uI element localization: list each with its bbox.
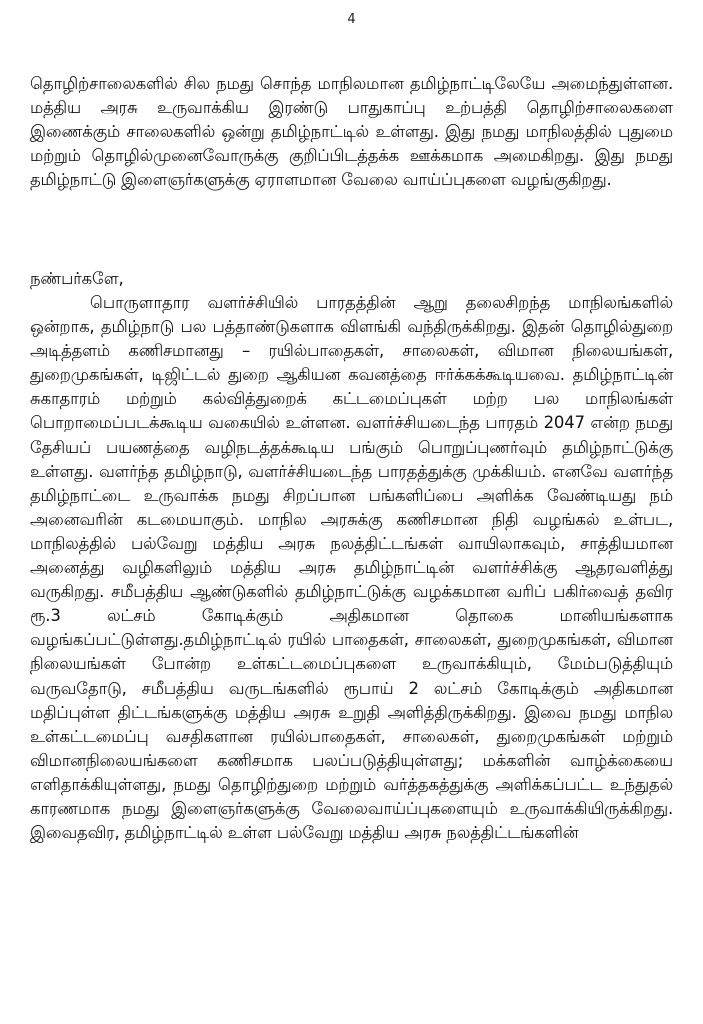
page-number: 4 xyxy=(347,12,356,27)
paragraph-1: தொழிற்சாலைகளில் சில நமது சொந்த மாநிலமான தமிழ்நாட்டிலேயே அமைந்துள்ளன. மத்திய அரசு உருவாக்கிய இரண்டு பாதுகாப்பு உற்பத்தி தொழிற்சாலைகளை இணைக்கும் சாலைகளில் ஒன்று தமிழ்நாட்டில் உள்ளது. இது நமது மாநிலத்தில் புதுமை மற்றும் தொழில்முனைவோருக்கு குறிப்பிடத்தக்க ஊக்கமாக அமைகிறது. இது நமது தமிழ்நாட்டு இளைஞர்களுக்கு ஏராளமான வேலை வாய்ப்புகளை வழங்குகிறது. xyxy=(30,74,673,190)
salutation: நண்பர்களே, xyxy=(30,269,124,288)
paragraph-2: பொருளாதார வளர்ச்சியில் பாரதத்தின் ஆறு தலைசிறந்த மாநிலங்களில் ஒன்றாக, தமிழ்நாடு பல பத்தாண்டுகளாக விளங்கி வந்திருக்கிறது. இதன் தொழில்துறை அடித்தளம் கணிசமானது – ரயில்பாதைகள், சாலைகள், விமான நிலையங்கள், துறைமுகங்கள், டிஜிட்டல் துறை ஆகியன கவனத்தை ஈர்க்கக்கூடியவை. தமிழ்நாட்டின் சுகாதாரம் மற்றும் கல்வித்துறைக் கட்டமைப்புகள் மற்ற பல மாநிலங்கள் பொறாமைப்படக்கூடிய வகையில் உள்ளன. வளர்ச்சியடைந்த பாரதம் 2047 என்ற நமது தேசியப் பயணத்தை வழிநடத்தக்கூடிய பங்கும் பொறுப்புணர்வும் தமிழ்நாட்டுக்கு உள்ளது. வளர்ந்த தமிழ்நாடு, வளர்ச்சியடைந்த பாரதத்துக்கு முக்கியம். எனவே வளர்ந்த தமிழ்நாட்டை உருவாக்க நமது சிறப்பான பங்களிப்பை அளிக்க வேண்டியது நம் அனைவரின் கடமையாகும். மாநில அரசுக்கு கணிசமான நிதி வழங்கல் உள்பட, மாநிலத்தில் பல்வேறு மத்திய அரசு நலத்திட்டங்கள் வாயிலாகவும், சாத்தியமான அனைத்து வழிகளிலும் மத்திய அரசு தமிழ்நாட்டின் வளர்ச்சிக்கு ஆதரவளித்து வருகிறது. சமீபத்திய ஆண்டுகளில் தமிழ்நாட்டுக்கு வழக்கமான வரிப் பகிர்வைத் தவிர ரூ.3 லட்சம் கோடிக்கும் அதிகமான தொகை மானியங்களாக வழங்கப்பட்டுள்ளது.தமிழ்நாட்டில் ரயில் பாதைகள், சாலைகள், துறைமுகங்கள், விமான நிலையங்கள் போன்ற உள்கட்டமைப்புகளை உருவாக்கியும், மேம்படுத்தியும் வருவதோடு, சமீபத்திய வருடங்களில் ரூபாய் 2 லட்சம் கோடிக்கும் அதிகமான மதிப்புள்ள திட்டங்களுக்கு மத்திய அரசு உறுதி அளித்திருக்கிறது. இவை நமது மாநில உள்கட்டமைப்பு வசதிகளான ரயில்பாதைகள், சாலைகள், துறைமுகங்கள் மற்றும் விமானநிலையங்களை கணிசமாக பலப்படுத்தியுள்ளது; மக்களின் வாழ்க்கையை எளிதாக்கியுள்ளது, நமது தொழிற்துறை மற்றும் வர்த்தகத்துக்கு அளிக்கப்பட்ட உந்துதல் காரணமாக நமது இளைஞர்களுக்கு வேலைவாய்ப்புகளையும் உருவாக்கியிருக்கிறது. இவைதவிர, தமிழ்நாட்டில் உள்ள பல்வேறு மத்திய அரசு நலத்திட்டங்களின் xyxy=(30,293,673,843)
